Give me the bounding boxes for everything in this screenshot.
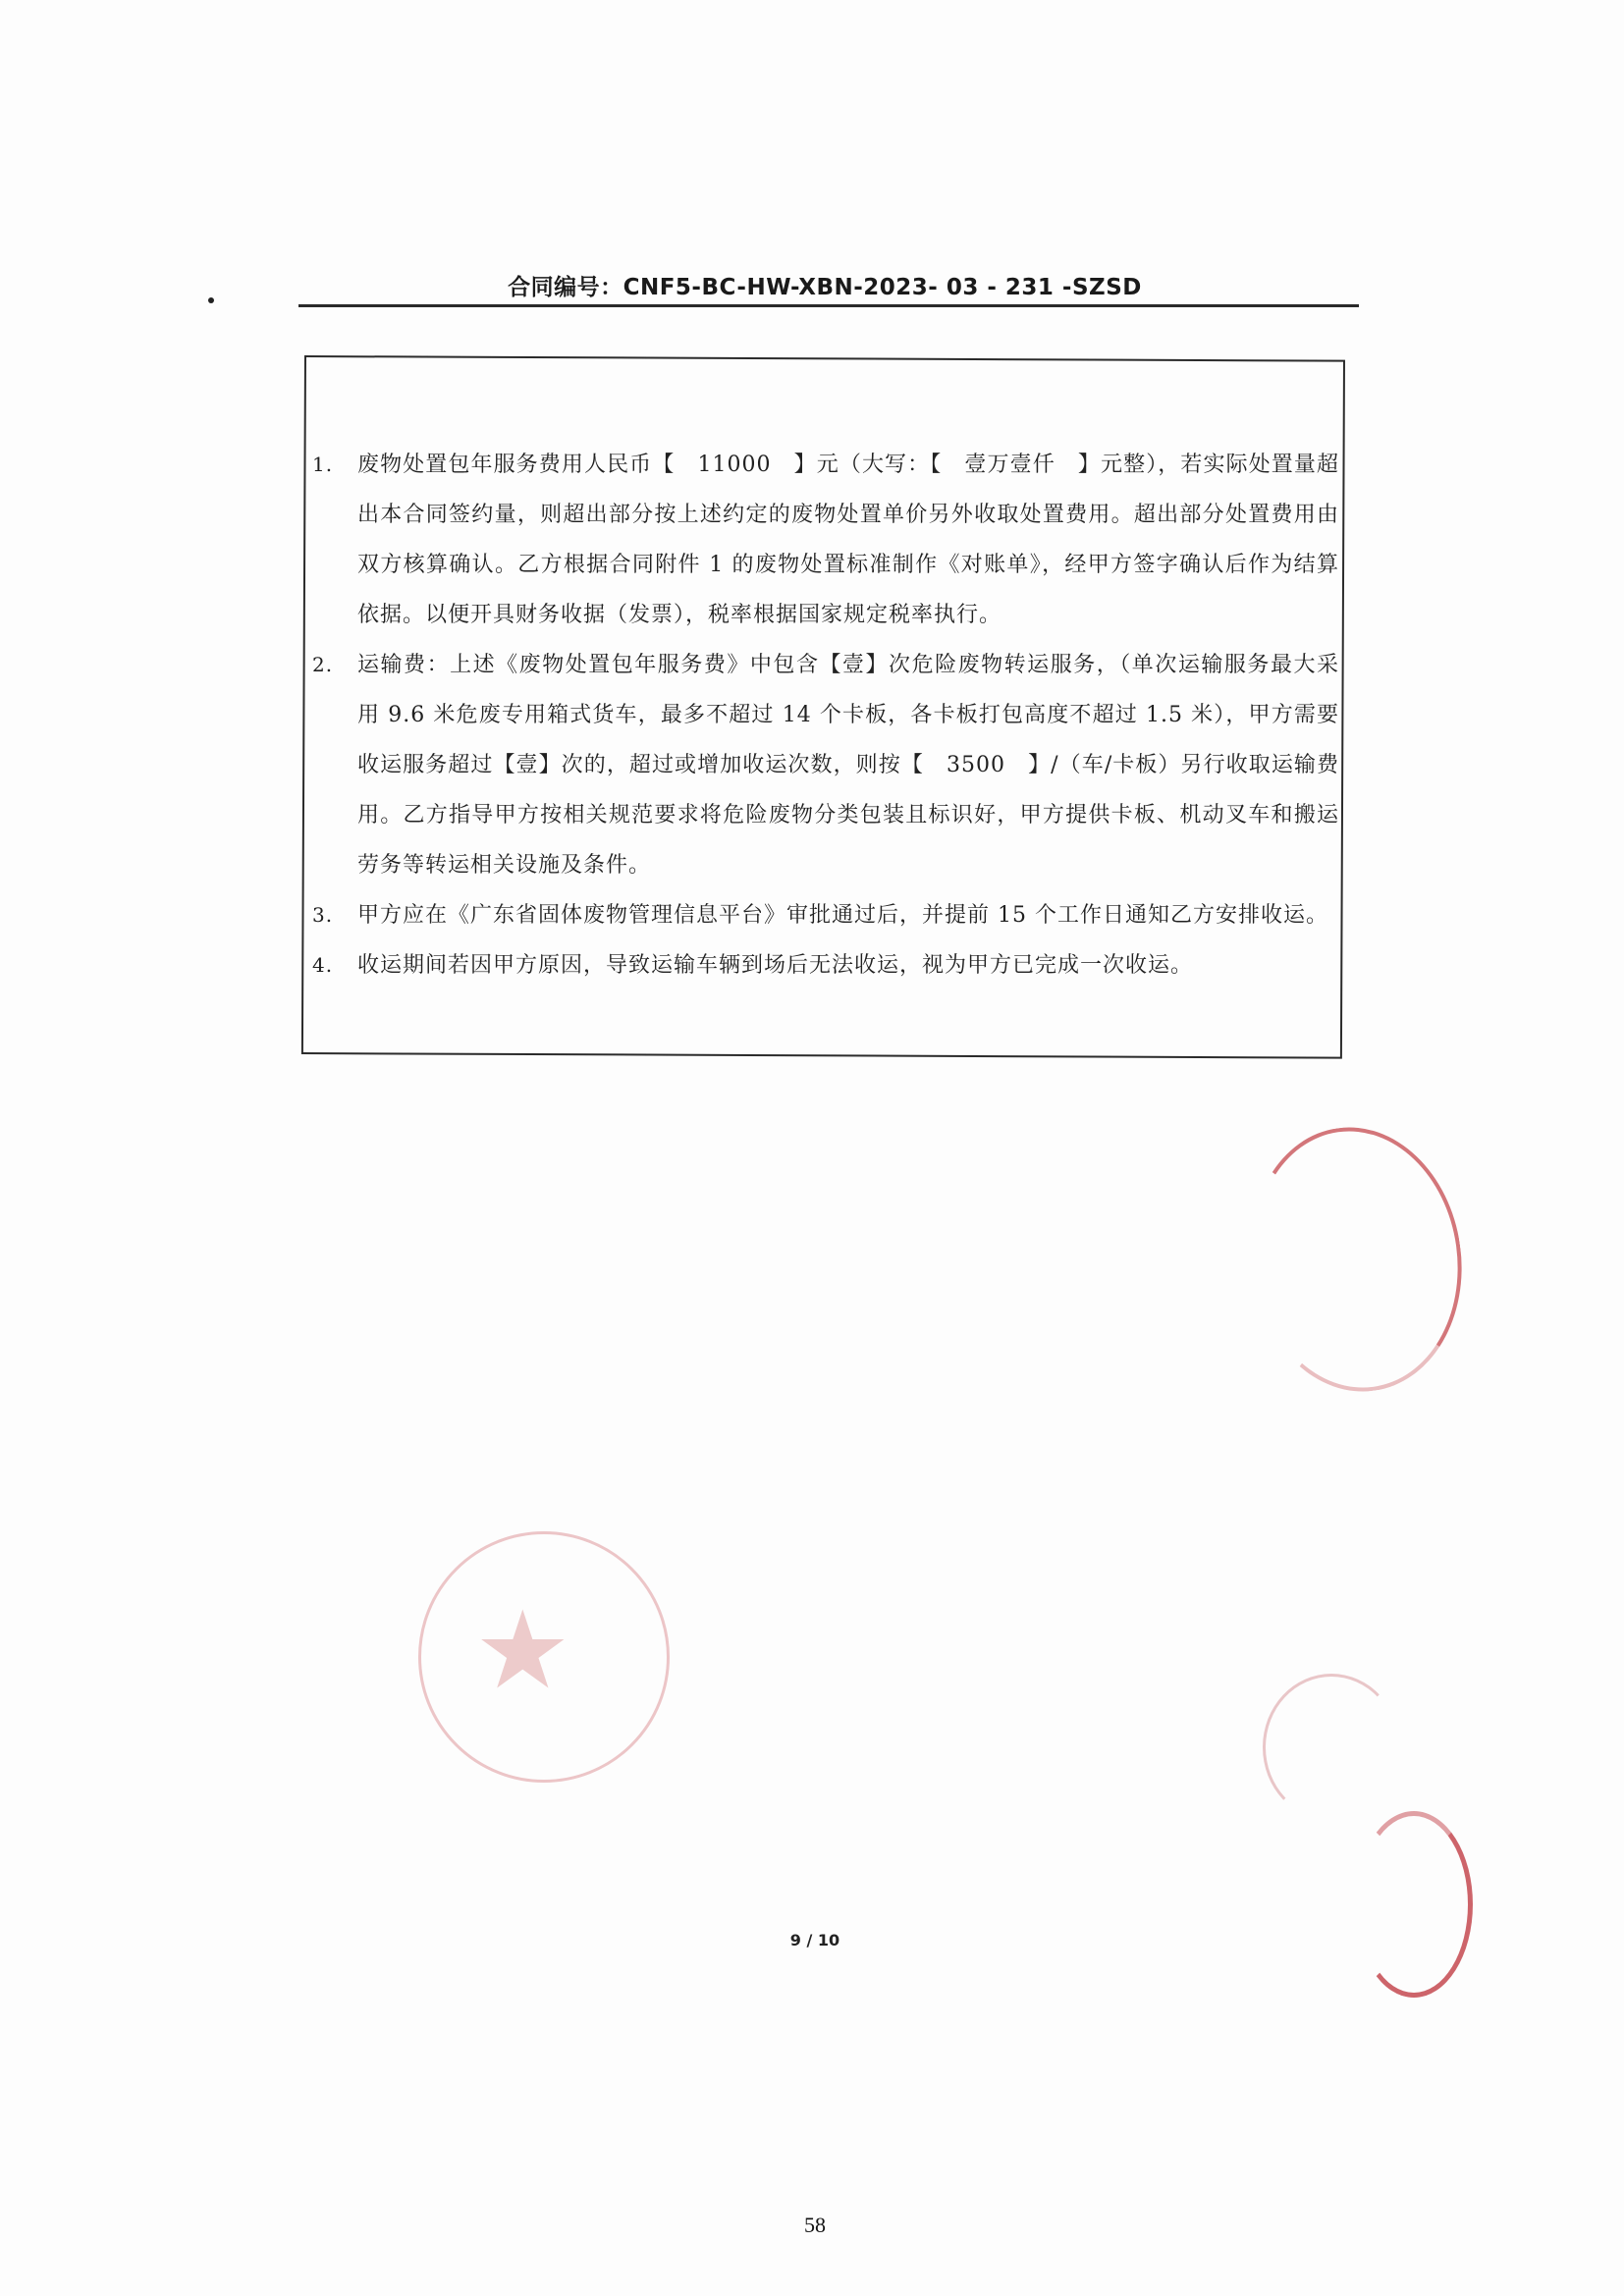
red-seal-stamp-left (418, 1531, 670, 1783)
red-seal-stamp-right-small (1263, 1674, 1400, 1821)
red-seal-stamp-right-bottom (1355, 1811, 1473, 1998)
header-divider (298, 304, 1359, 307)
red-seal-stamp-right-top (1233, 1113, 1478, 1405)
sheet-number: 58 (804, 2213, 826, 2237)
clause-text: 收运期间若因甲方原因，导致运输车辆到场后无法收运，视为甲方已完成一次收运。 (357, 953, 1194, 978)
clause-number: 2. (312, 653, 334, 676)
clause-text: 废物处置包年服务费用人民币【 11000 】元（大写：【 壹万壹仟 】元整），若实际处置量超出本合同签约量，则超出部分按上述约定的废物处置单价另外收取处置费用。超出部分处置费用由双方核算确认。乙方根据合同附件 1 的废物处置标准制作《对账单》，经甲方签字确认后作为结算依据。以便开具财务收据（发票），税率根据国家规定税率执行。 (357, 453, 1339, 627)
scan-mark-dot (208, 297, 214, 303)
clause-number: 4. (312, 953, 334, 977)
page-indicator: 9 / 10 (789, 1931, 840, 1949)
clause-number: 1. (312, 453, 334, 476)
clause-item (306, 940, 1347, 990)
clause-number: 3. (312, 903, 334, 927)
clause-list (306, 440, 1347, 990)
clause-text: 运输费：上述《废物处置包年服务费》中包含【壹】次危险废物转运服务，（单次运输服务最大采用 9.6 米危废专用箱式货车，最多不超过 14 个卡板，各卡板打包高度不超过 1.5 米），甲方需要收运服务超过【壹】次的，超过或增加收运次数，则按【 3500 】/（车/卡板）另行收取运输费用。乙方指导甲方按相关规范要求将危险废物分类包装且标识好，甲方提供卡板、机动叉车和搬运劳务等转运相关设施及条件。 (357, 653, 1339, 878)
clause-item (306, 640, 1347, 890)
clause-item (306, 890, 1347, 940)
contract-number-header: 合同编号：CNF5-BC-HW-XBN-2023- 03 - 231 -SZSD (508, 275, 1142, 300)
clause-item (306, 440, 1347, 640)
star-icon: ★ (474, 1587, 571, 1713)
clause-text: 甲方应在《广东省固体废物管理信息平台》审批通过后，并提前 15 个工作日通知乙方安排收运。 (357, 903, 1328, 928)
